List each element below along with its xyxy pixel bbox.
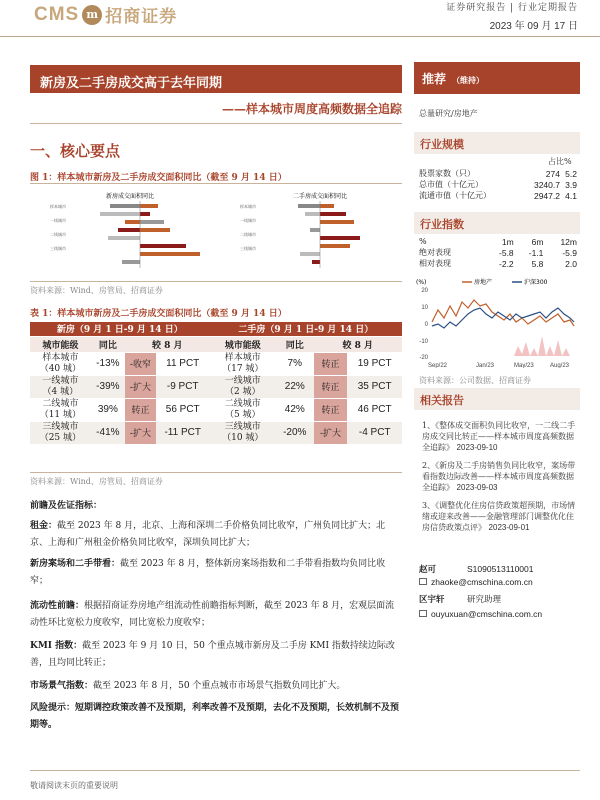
table-cell-direction: -扩大 bbox=[314, 421, 348, 444]
svg-text:三线城市: 三线城市 bbox=[50, 246, 66, 251]
table-1 bbox=[30, 322, 402, 445]
rating: 推荐 bbox=[422, 72, 447, 86]
chart-legend-1: 房地产 bbox=[474, 279, 493, 286]
pct-label: 占比% bbox=[548, 157, 572, 166]
industry-scale-table bbox=[419, 168, 577, 201]
table-cell-city: 二线城市 （5 城） bbox=[210, 398, 276, 421]
table-row bbox=[30, 421, 402, 444]
figure-1-svg bbox=[30, 186, 402, 278]
svg-text:Jan/23: Jan/23 bbox=[476, 363, 495, 368]
table-row: 股票家数（只） 274 5.2 bbox=[419, 168, 577, 179]
table-row: 总市值（十亿元） 3240.7 3.9 bbox=[419, 179, 577, 190]
related-report-2[interactable]: 2、《新房及二手房销售负同比收窄，案场带看指数边际改善——样本城市周度高频数据全追踪》 2023-09-03 bbox=[422, 461, 576, 492]
fig1-right-title: 二手房成交面积同比 bbox=[292, 193, 348, 200]
svg-text:一线城市: 一线城市 bbox=[240, 218, 256, 223]
table-row: 流通市值（十亿元） 2947.2 4.1 bbox=[419, 190, 577, 201]
table-cell-direction: -收窄 bbox=[125, 352, 156, 375]
report-title: 新房及二手房成交高于去年同期 bbox=[30, 65, 402, 93]
table-col-vs: 较 8 月 bbox=[314, 336, 402, 352]
table-col-yoy: 同比 bbox=[276, 336, 314, 352]
table-cell-city: 二线城市 （11 城） bbox=[30, 398, 91, 421]
table-col-vs: 较 8 月 bbox=[125, 336, 210, 352]
svg-text:样本城市: 样本城市 bbox=[50, 204, 66, 209]
industry-index-table bbox=[419, 236, 577, 269]
table-col-yoy: 同比 bbox=[91, 336, 125, 352]
chart-source: 资料来源：公司数据、招商证券 bbox=[419, 376, 531, 385]
svg-text:10: 10 bbox=[421, 305, 428, 311]
figure-1-source: 资料来源：Wind、房管局、招商证券 bbox=[30, 286, 163, 295]
author-2: 区宇轩 研究助理 bbox=[419, 595, 502, 605]
body-p4: KMI 指数：截至 2023 年 9 月 10 日，50 个重点城市新房及二手房 KMI 指数持续边际改善，且均同比转正； bbox=[30, 641, 395, 668]
table-col-city: 城市能级 bbox=[210, 336, 276, 352]
author-2-email[interactable]: ouyuxuan@cmschina.com.cn bbox=[419, 609, 542, 620]
fig1-left-title: 新房成交面积同比 bbox=[105, 193, 155, 200]
table-cell-direction: 转正 bbox=[314, 375, 348, 398]
table-cell-yoy: 39% bbox=[91, 398, 125, 421]
table-group-second: 二手房（9 月 1 日-9 月 14 日） bbox=[210, 322, 402, 336]
svg-text:-20: -20 bbox=[419, 355, 428, 361]
body-p3: 流动性前瞻：根据招商证券房地产组流动性前瞻指标判断，截至 2023 年 8 月，宏观层面流动性环比宽松力度收窄，同比宽松力度收窄； bbox=[30, 601, 395, 628]
table-cell-pct: 56 PCT bbox=[156, 398, 210, 421]
rating-band bbox=[414, 62, 580, 94]
related-reports-heading: 相关报告 bbox=[414, 388, 580, 410]
table-cell-direction: 转正 bbox=[314, 352, 348, 375]
table-col-city: 城市能级 bbox=[30, 336, 91, 352]
rating-sub: （维持） bbox=[452, 75, 485, 85]
table-cell-city: 一线城市 （4 城） bbox=[30, 375, 91, 398]
mail-icon bbox=[419, 610, 427, 617]
sector-label: 总量研究/房地产 bbox=[419, 109, 478, 118]
table-cell-city: 三线城市 （25 城） bbox=[30, 421, 91, 444]
table-cell-pct: -11 PCT bbox=[156, 421, 210, 444]
table-cell-pct: -4 PCT bbox=[347, 421, 402, 444]
report-subtitle: ——样本城市周度高频数据全追踪 bbox=[221, 102, 402, 116]
table-cell-city: 一线城市 （2 城） bbox=[210, 375, 276, 398]
related-report-3[interactable]: 3、《调整优化住房信贷政策超预期，市场情绪或迎来改善——金融管理部门调整优化住房信贷政策点评》 2023-09-01 bbox=[422, 501, 576, 532]
table-group-new: 新房（9 月 1 日-9 月 14 日） bbox=[30, 322, 210, 336]
author-1-email[interactable]: zhaoke@cmschina.com.cn bbox=[419, 577, 533, 588]
header-divider bbox=[0, 36, 600, 37]
table-row: 相对表现 -2.2 5.8 2.0 bbox=[419, 258, 577, 269]
table-row bbox=[30, 398, 402, 421]
fig1-right-bars bbox=[240, 201, 360, 268]
table-row: 绝对表现 -5.8 -1.1 -5.9 bbox=[419, 247, 577, 258]
table-cell-pct: -9 PCT bbox=[156, 375, 210, 398]
footer-divider bbox=[30, 770, 580, 771]
svg-text:-10: -10 bbox=[419, 339, 428, 345]
svg-text:Aug/23: Aug/23 bbox=[550, 363, 570, 368]
figure-divider bbox=[30, 183, 402, 184]
body-p1: 租金：截至 2023 年 8 月，北京、上海和深圳二手价格负同比收窄，广州负同比扩大；北京、上海和广州租金价格负同比收窄，深圳负同比扩大； bbox=[30, 521, 386, 548]
author-1: 赵可 S1090513110001 bbox=[419, 564, 534, 575]
industry-performance-chart bbox=[414, 276, 580, 368]
svg-text:20: 20 bbox=[421, 288, 428, 294]
table-cell-pct: 19 PCT bbox=[347, 352, 402, 375]
logo-mark-icon: m bbox=[82, 5, 102, 25]
company-logo bbox=[34, 2, 177, 27]
svg-text:三线城市: 三线城市 bbox=[240, 246, 256, 251]
svg-text:二线城市: 二线城市 bbox=[50, 232, 66, 237]
industry-scale-heading: 行业规模 bbox=[414, 132, 580, 154]
subtitle-divider bbox=[30, 123, 402, 124]
footer-note: 敬请阅读末页的重要说明 bbox=[30, 781, 118, 790]
svg-text:May/23: May/23 bbox=[514, 363, 534, 368]
table-cell-pct: 46 PCT bbox=[347, 398, 402, 421]
table-cell-city: 样本城市 （17 城） bbox=[210, 352, 276, 375]
report-header bbox=[0, 0, 600, 40]
table-cell-direction: -扩大 bbox=[125, 375, 156, 398]
mail-icon bbox=[419, 578, 427, 585]
table-cell-direction: 转正 bbox=[125, 398, 156, 421]
svg-text:Sep/22: Sep/22 bbox=[428, 363, 448, 368]
table-1-caption: 表 1：样本城市新房及二手房成交面积同比（截至 9 月 14 日） bbox=[30, 309, 287, 319]
fig1-left-bars bbox=[50, 201, 200, 268]
table-1-source: 资料来源：Wind、房管局、招商证券 bbox=[30, 477, 163, 486]
svg-text:样本城市: 样本城市 bbox=[240, 204, 256, 209]
table-cell-yoy: 42% bbox=[276, 398, 314, 421]
table-cell-yoy: -20% bbox=[276, 421, 314, 444]
svg-text:一线城市: 一线城市 bbox=[50, 218, 66, 223]
report-date: 2023 年 09 月 17 日 bbox=[489, 21, 578, 32]
svg-text:0: 0 bbox=[424, 322, 428, 328]
table-cell-direction: 转正 bbox=[314, 398, 348, 421]
table-cell-direction: -扩大 bbox=[125, 421, 156, 444]
table-bottom-rule bbox=[30, 472, 402, 473]
table-row bbox=[30, 375, 402, 398]
table-cell-yoy: 22% bbox=[276, 375, 314, 398]
figure-1-charts bbox=[30, 186, 402, 278]
table-cell-pct: 11 PCT bbox=[156, 352, 210, 375]
section-heading: 一、核心要点 bbox=[30, 142, 121, 160]
table-cell-yoy: -13% bbox=[91, 352, 125, 375]
body-p0: 前瞻及佐证指标： bbox=[30, 501, 103, 511]
table-row bbox=[30, 352, 402, 375]
figure-bottom-rule bbox=[30, 281, 402, 282]
svg-text:二线城市: 二线城市 bbox=[240, 232, 256, 237]
table-cell-pct: 35 PCT bbox=[347, 375, 402, 398]
figure-1-caption: 图 1：样本城市新房及二手房成交面积同比（截至 9 月 14 日） bbox=[30, 173, 287, 183]
chart-y-unit: (%) bbox=[416, 279, 427, 286]
body-p5: 市场景气指数：截至 2023 年 8 月，50 个重点城市市场景气指数负同比扩大。 bbox=[30, 681, 346, 691]
risk-warning: 风险提示：短期调控政策改善不及预期，利率改善不及预期，去化不及预期，长效机制不及预期等。 bbox=[30, 703, 400, 730]
table-cell-yoy: 7% bbox=[276, 352, 314, 375]
table-cell-yoy: -39% bbox=[91, 375, 125, 398]
logo-cms-text: CMS bbox=[34, 3, 80, 25]
table-cell-yoy: -41% bbox=[91, 421, 125, 444]
table-row: % 1m 6m 12m bbox=[419, 236, 577, 247]
table-cell-city: 样本城市 （40 城） bbox=[30, 352, 91, 375]
related-report-1[interactable]: 1、《整体成交面积负同比收窄，一二线二手房成交同比转正——样本城市周度高频数据全追踪》 2023-09-10 bbox=[422, 421, 576, 452]
table-cell-city: 三线城市 （10 城） bbox=[210, 421, 276, 444]
body-p2: 新房案场和二手带看：截至 2023 年 8 月，整体新房案场指数和二手带看指数均负同比收窄； bbox=[30, 559, 386, 586]
report-type: 证券研究报告 | 行业定期报告 bbox=[446, 3, 578, 13]
chart-legend-2: 沪深300 bbox=[524, 279, 548, 286]
industry-index-heading: 行业指数 bbox=[414, 212, 580, 234]
logo-cn-text: 招商证券 bbox=[105, 7, 178, 27]
